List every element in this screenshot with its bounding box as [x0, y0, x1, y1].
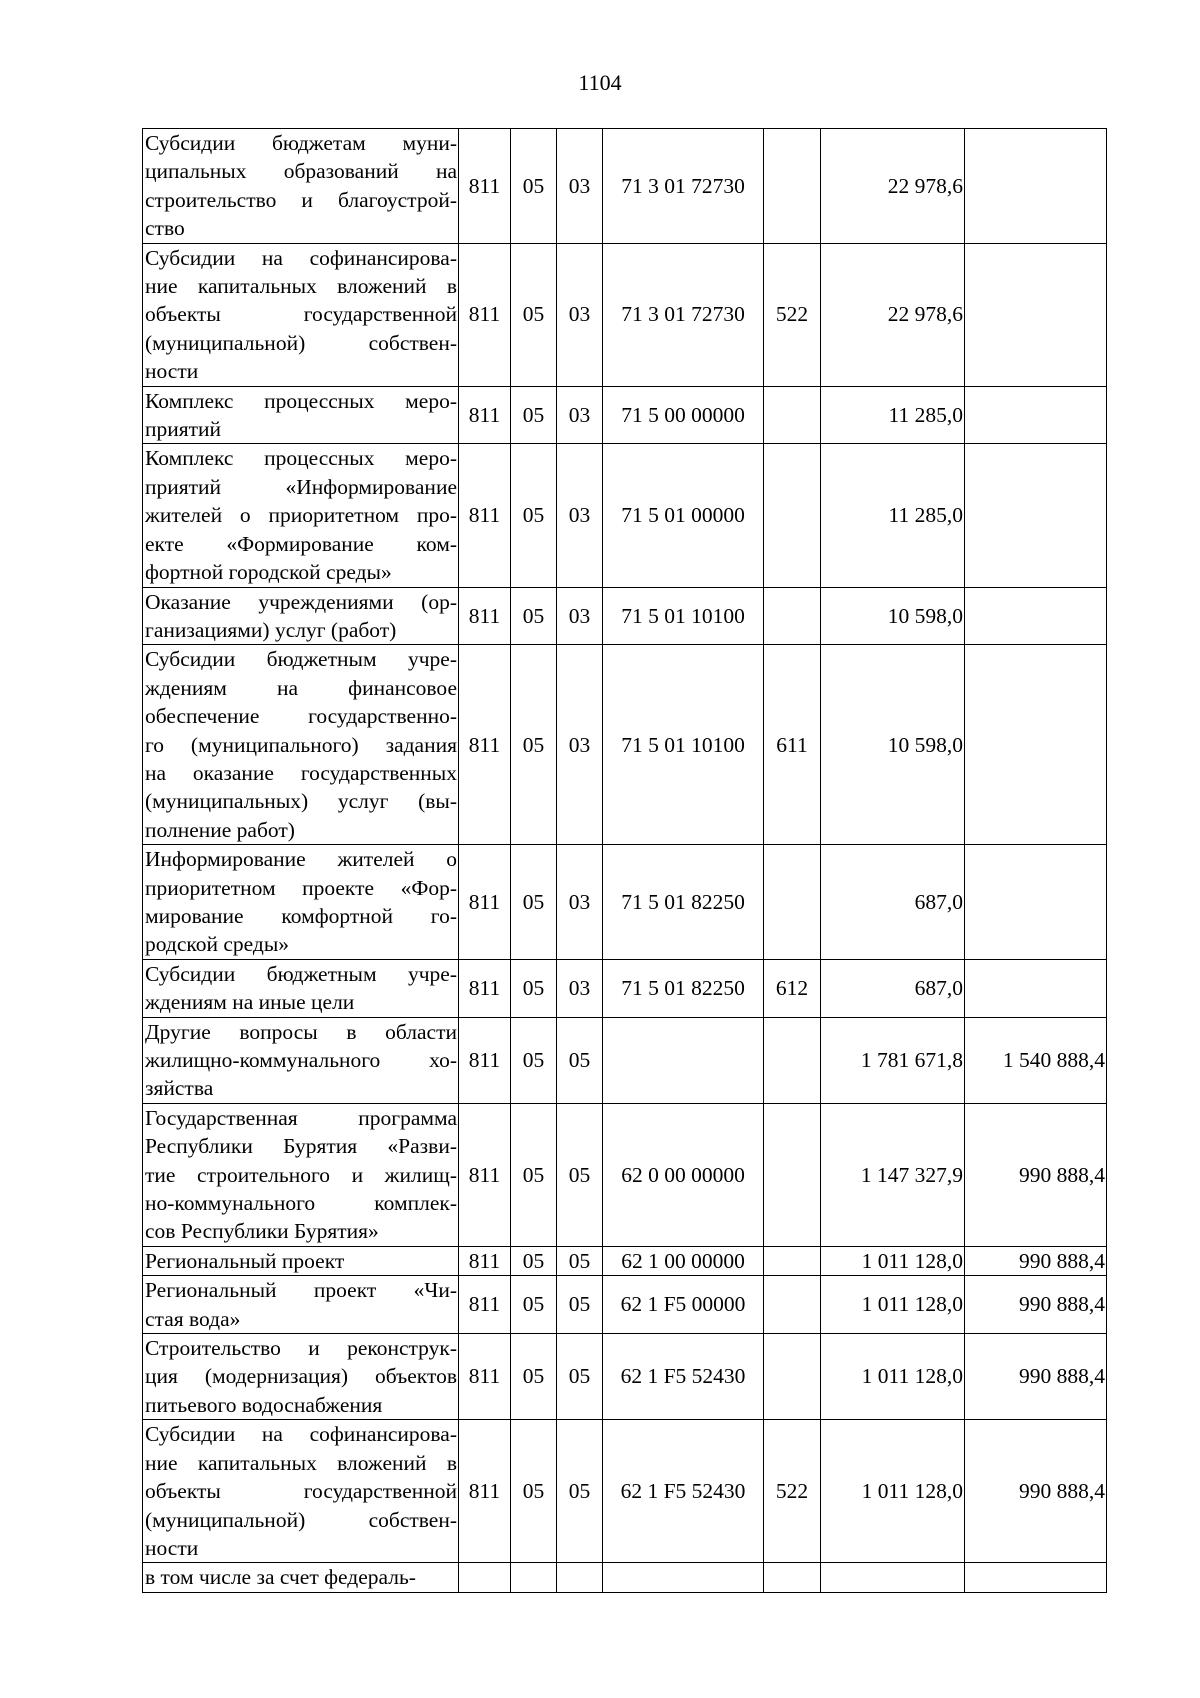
row-name-line: Комплекс процессных меро- [145, 446, 457, 471]
sum1-cell: 687,0 [821, 845, 965, 960]
row-name-line: но-коммунального комплек- [145, 1191, 457, 1216]
sum2-cell [965, 386, 1107, 444]
ved-cell: 811 [459, 243, 511, 386]
sum1-cell: 10 598,0 [821, 645, 965, 845]
sum1-cell: 22 978,6 [821, 129, 965, 244]
page-number: 1104 [578, 70, 622, 95]
rz-cell: 05 [511, 1420, 557, 1563]
vr-cell [764, 1017, 821, 1103]
row-name-line: на оказание государственных [145, 760, 457, 785]
csr-cell: 62 0 00 00000 [603, 1103, 764, 1246]
sum1-cell: 11 285,0 [821, 386, 965, 444]
pr-cell: 05 [557, 1246, 603, 1275]
rz-cell [511, 1563, 557, 1592]
row-name-line: Субсидии бюджетам муни- [145, 131, 457, 155]
vr-cell: 611 [764, 645, 821, 845]
row-name-line: ция (модернизация) объектов [145, 1364, 457, 1389]
row-name-line: екте «Формирование ком- [145, 531, 457, 556]
sum1-cell: 1 011 128,0 [821, 1276, 965, 1334]
table-row [143, 444, 1107, 587]
row-name-line: ности [145, 359, 199, 384]
csr-cell: 71 5 01 10100 [603, 587, 764, 645]
rz-cell: 05 [511, 1246, 557, 1275]
row-name-line: строительство и благоустрой- [145, 187, 457, 212]
sum2-cell [965, 587, 1107, 645]
ved-cell [459, 1563, 511, 1592]
row-name-line: тие строительного и жилищ- [145, 1162, 457, 1187]
sum2-cell [965, 444, 1107, 587]
sum1-cell: 10 598,0 [821, 587, 965, 645]
pr-cell: 03 [557, 129, 603, 244]
table-row [143, 645, 1107, 845]
row-name-line: жилищно-коммунального хо- [145, 1048, 457, 1072]
rz-cell: 05 [511, 1334, 557, 1420]
csr-cell: 62 1 F5 52430 [603, 1334, 764, 1420]
csr-cell: 71 5 01 00000 [603, 444, 764, 587]
rz-cell: 05 [511, 845, 557, 960]
row-name-cell [143, 1563, 459, 1592]
row-name-line: Комплекс процессных меро- [145, 388, 457, 413]
row-name-line: зяйства [145, 1076, 214, 1101]
row-name-line: (муниципальных) услуг (вы- [145, 789, 457, 814]
sum2-cell: 1 540 888,4 [965, 1017, 1107, 1103]
row-name-cell [143, 129, 459, 244]
sum2-cell: 990 888,4 [965, 1420, 1107, 1563]
row-name-line: приятий [145, 417, 222, 442]
vr-cell [764, 587, 821, 645]
row-name-cell [143, 1017, 459, 1103]
csr-cell [603, 1563, 764, 1592]
ved-cell: 811 [459, 587, 511, 645]
row-name-cell [143, 386, 459, 444]
row-name-line: Субсидии бюджетным учре- [145, 647, 457, 672]
ved-cell: 811 [459, 1420, 511, 1563]
row-name-line: ципальных образований на [145, 159, 457, 184]
sum2-cell [965, 645, 1107, 845]
csr-cell: 71 5 01 10100 [603, 645, 764, 845]
csr-cell: 71 5 00 00000 [603, 386, 764, 444]
vr-cell [764, 845, 821, 960]
row-name-line: Субсидии бюджетным учре- [145, 961, 457, 986]
vr-cell [764, 1334, 821, 1420]
sum1-cell: 1 011 128,0 [821, 1334, 965, 1420]
vr-cell [764, 386, 821, 444]
rz-cell: 05 [511, 587, 557, 645]
rz-cell: 05 [511, 243, 557, 386]
pr-cell: 03 [557, 444, 603, 587]
row-name-line: ство [145, 216, 185, 241]
table-row [143, 1420, 1107, 1563]
csr-cell [603, 1017, 764, 1103]
table-row [143, 1276, 1107, 1334]
row-name-line: обеспечение государственно- [145, 704, 457, 729]
vr-cell [764, 1276, 821, 1334]
table-row [143, 587, 1107, 645]
table-row [143, 1563, 1107, 1592]
row-name-line: ности [145, 1535, 199, 1560]
row-name-line: объекты государственной [145, 302, 457, 327]
table-row [143, 1103, 1107, 1246]
row-name-cell [143, 1246, 459, 1275]
row-name-line: фортной городской среды» [145, 560, 392, 585]
ved-cell: 811 [459, 645, 511, 845]
ved-cell: 811 [459, 1017, 511, 1103]
row-name-line: ждениям на финансовое [145, 675, 457, 700]
row-name-line: Региональный проект «Чи- [145, 1278, 457, 1303]
row-name-line: приятий «Информирование [145, 474, 457, 499]
row-name-line: жителей о приоритетном про- [145, 503, 457, 528]
row-name-line: объекты государственной [145, 1479, 457, 1504]
vr-cell [764, 1103, 821, 1246]
row-name-line: ние капитальных вложений в [145, 274, 457, 299]
rz-cell: 05 [511, 1276, 557, 1334]
csr-cell: 62 1 00 00000 [603, 1246, 764, 1275]
vr-cell: 612 [764, 959, 821, 1017]
row-name-cell [143, 243, 459, 386]
row-name-line: в том числе за счет федераль- [145, 1565, 416, 1590]
row-name-line: Субсидии на софинансирова- [145, 245, 457, 270]
row-name-cell [143, 444, 459, 587]
row-name-cell [143, 845, 459, 960]
pr-cell: 05 [557, 1103, 603, 1246]
table-row [143, 1246, 1107, 1275]
rz-cell: 05 [511, 1103, 557, 1246]
row-name-cell [143, 1334, 459, 1420]
row-name-cell [143, 1103, 459, 1246]
sum2-cell [965, 129, 1107, 244]
budget-table [142, 128, 1107, 1593]
table-row [143, 1017, 1107, 1103]
sum2-cell [965, 1563, 1107, 1592]
table-row [143, 1334, 1107, 1420]
row-name-line: (муниципальной) собствен- [145, 330, 457, 355]
row-name-line: Строительство и реконструк- [145, 1336, 457, 1361]
row-name-line: Другие вопросы в области [145, 1019, 457, 1044]
table-row [143, 959, 1107, 1017]
sum2-cell [965, 845, 1107, 960]
row-name-cell [143, 587, 459, 645]
ved-cell: 811 [459, 959, 511, 1017]
sum2-cell: 990 888,4 [965, 1334, 1107, 1420]
ved-cell: 811 [459, 444, 511, 587]
csr-cell: 71 5 01 82250 [603, 845, 764, 960]
rz-cell: 05 [511, 444, 557, 587]
ved-cell: 811 [459, 1276, 511, 1334]
vr-cell [764, 129, 821, 244]
row-name-line: ганизациями) услуг (работ) [145, 617, 397, 642]
row-name-line: Республики Бурятия «Разви- [145, 1134, 457, 1159]
ved-cell: 811 [459, 386, 511, 444]
row-name-line: мирование комфортной го- [145, 903, 457, 928]
sum1-cell: 1 011 128,0 [821, 1420, 965, 1563]
ved-cell: 811 [459, 845, 511, 960]
pr-cell: 03 [557, 959, 603, 1017]
vr-cell: 522 [764, 243, 821, 386]
sum2-cell [965, 959, 1107, 1017]
pr-cell: 03 [557, 845, 603, 960]
row-name-line: полнение работ) [145, 817, 295, 842]
vr-cell [764, 444, 821, 587]
sum1-cell [821, 1563, 965, 1592]
row-name-cell [143, 1276, 459, 1334]
table-row [143, 845, 1107, 960]
pr-cell: 05 [557, 1334, 603, 1420]
row-name-cell [143, 959, 459, 1017]
sum1-cell: 1 781 671,8 [821, 1017, 965, 1103]
rz-cell: 05 [511, 645, 557, 845]
rz-cell: 05 [511, 959, 557, 1017]
pr-cell [557, 1563, 603, 1592]
sum1-cell: 1 147 327,9 [821, 1103, 965, 1246]
sum2-cell [965, 243, 1107, 386]
rz-cell: 05 [511, 1017, 557, 1103]
table-row [143, 386, 1107, 444]
row-name-line: Оказание учреждениями (ор- [145, 589, 457, 614]
ved-cell: 811 [459, 1103, 511, 1246]
sum1-cell: 11 285,0 [821, 444, 965, 587]
csr-cell: 62 1 F5 52430 [603, 1420, 764, 1563]
budget-table-body [143, 129, 1107, 1593]
pr-cell: 03 [557, 645, 603, 845]
row-name-line: приоритетном проекте «Фор- [145, 875, 457, 900]
ved-cell: 811 [459, 129, 511, 244]
row-name-line: стая вода» [145, 1306, 241, 1331]
table-row [143, 129, 1107, 244]
pr-cell: 05 [557, 1420, 603, 1563]
row-name-line: го (муниципального) задания [145, 732, 457, 757]
pr-cell: 03 [557, 386, 603, 444]
vr-cell [764, 1563, 821, 1592]
row-name-cell [143, 1420, 459, 1563]
sum2-cell: 990 888,4 [965, 1103, 1107, 1246]
row-name-line: Государственная программа [145, 1105, 457, 1130]
sum1-cell: 687,0 [821, 959, 965, 1017]
rz-cell: 05 [511, 386, 557, 444]
row-name-line: питьевого водоснабжения [145, 1392, 383, 1417]
vr-cell [764, 1246, 821, 1275]
sum2-cell: 990 888,4 [965, 1246, 1107, 1275]
csr-cell: 71 3 01 72730 [603, 129, 764, 244]
row-name-line: (муниципальной) собствен- [145, 1507, 457, 1532]
sum1-cell: 1 011 128,0 [821, 1246, 965, 1275]
pr-cell: 05 [557, 1017, 603, 1103]
row-name-line: ждениям на иные цели [145, 990, 355, 1015]
row-name-cell [143, 645, 459, 845]
pr-cell: 03 [557, 587, 603, 645]
table-row [143, 243, 1107, 386]
pr-cell: 05 [557, 1276, 603, 1334]
row-name-line: родской среды» [145, 932, 290, 957]
csr-cell: 71 3 01 72730 [603, 243, 764, 386]
ved-cell: 811 [459, 1334, 511, 1420]
csr-cell: 62 1 F5 00000 [603, 1276, 764, 1334]
row-name-line: Региональный проект [145, 1248, 345, 1273]
row-name-line: Информирование жителей о [145, 847, 457, 872]
rz-cell: 05 [511, 129, 557, 244]
sum1-cell: 22 978,6 [821, 243, 965, 386]
sum2-cell: 990 888,4 [965, 1276, 1107, 1334]
pr-cell: 03 [557, 243, 603, 386]
vr-cell: 522 [764, 1420, 821, 1563]
row-name-line: ние капитальных вложений в [145, 1450, 457, 1475]
ved-cell: 811 [459, 1246, 511, 1275]
csr-cell: 71 5 01 82250 [603, 959, 764, 1017]
row-name-line: Субсидии на софинансирова- [145, 1422, 457, 1447]
row-name-line: сов Республики Бурятия» [145, 1219, 379, 1244]
